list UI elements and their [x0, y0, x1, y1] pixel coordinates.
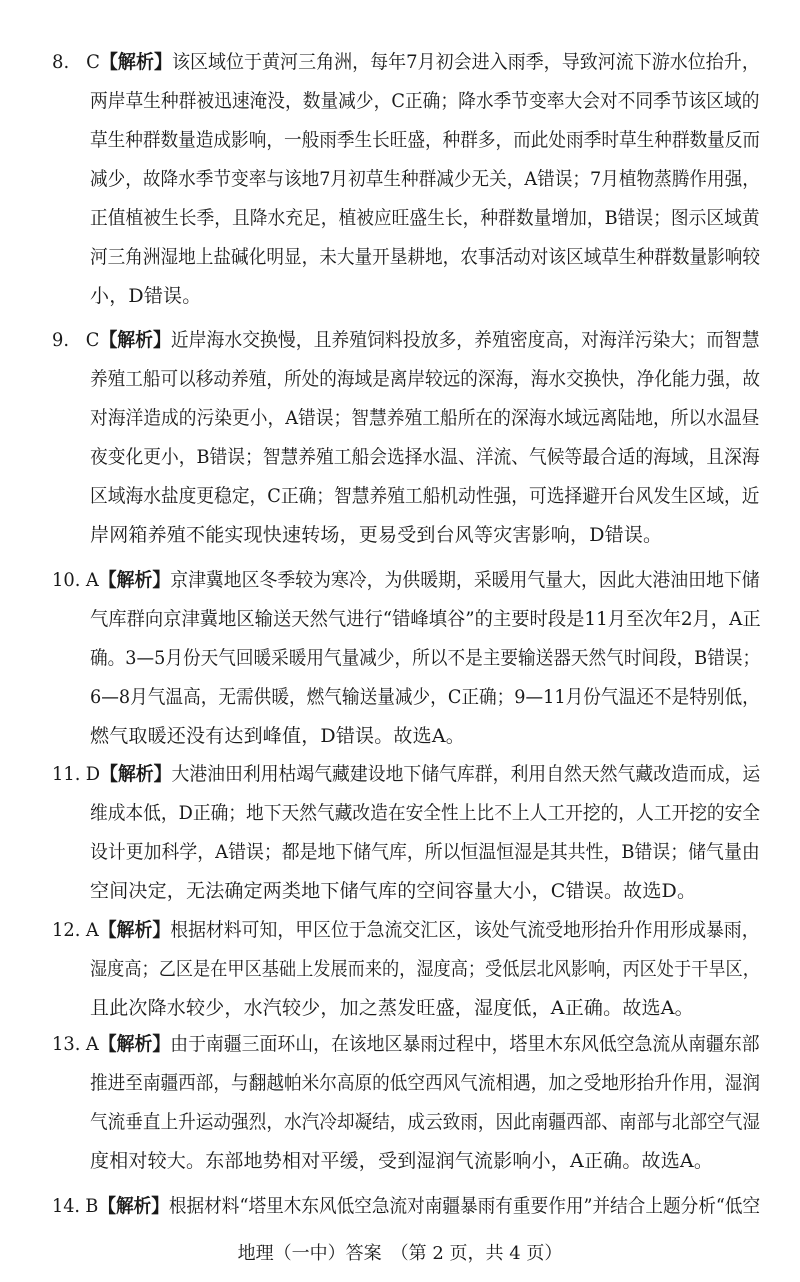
analysis-label: 【解析】: [99, 51, 172, 73]
answer-first-line: [52, 762, 760, 786]
question-number: 11.: [52, 763, 81, 785]
analysis-text-line: 养殖工船可以移动养殖，所处的海域是离岸较远的深海，海水交换快，净化能力强，故: [90, 368, 761, 390]
answer-choice: A: [85, 569, 99, 591]
answer-first-line: [52, 918, 760, 942]
analysis-label: 【解析】: [98, 1033, 171, 1055]
analysis-text: 由于南疆三面环山，在该地区暴雨过程中，塔里木东风低空急流从南疆东部: [170, 1033, 760, 1055]
analysis-text-line: 两岸草生种群被迅速淹没，数量减少，C正确；降水季节变率大会对不同季节该区域的: [90, 90, 760, 112]
answer-first-line: [52, 1194, 760, 1218]
analysis-text-line: 正值植被生长季，且降水充足，植被应旺盛生长，种群数量增加，B错误；图示区域黄: [90, 207, 760, 229]
question-number: 8.: [52, 51, 70, 73]
answer-first-line: [52, 1032, 760, 1056]
analysis-text-line: 气流垂直上升运动强烈，水汽冷却凝结，成云致雨，因此南疆西部、南部与北部空气湿: [90, 1111, 761, 1133]
answer-first-line: [52, 50, 760, 74]
question-number: 9.: [52, 329, 70, 351]
analysis-text: 京津冀地区冬季较为寒冷，为供暖期，采暖用气量大，因此大港油田地下储: [170, 569, 760, 591]
answer-choice: A: [85, 1033, 99, 1055]
analysis-text-line: 草生种群数量造成影响，一般雨季生长旺盛，种群多，而此处雨季时草生种群数量反而: [90, 129, 761, 151]
analysis-text-line: 减少，故降水季节变率与该地7月初草生种群减少无关，A错误；7月植物蒸腾作用强，: [90, 168, 760, 190]
question-number: 12.: [52, 919, 81, 941]
analysis-text-line: 小，D错误。: [90, 285, 202, 307]
analysis-text-line: 度相对较大。东部地势相对平缓，受到湿润气流影响小，A正确。故选A。: [90, 1150, 714, 1172]
analysis-text-line: 气库群向京津冀地区输送天然气进行“错峰填谷”的主要时段是11月至次年2月，A正: [90, 608, 761, 630]
analysis-label: 【解析】: [98, 569, 171, 591]
question-number: 14.: [52, 1195, 81, 1217]
answer-choice: C: [85, 329, 100, 351]
answer-choice: B: [85, 1195, 99, 1217]
analysis-text: 根据材料“塔里木东风低空急流对南疆暴雨有重要作用”并结合上题分析“低空: [168, 1195, 761, 1217]
answer-choice: C: [86, 51, 100, 73]
analysis-text-line: 空间决定，无法确定两类地下储气库的空间容量大小，C错误。故选D。: [90, 880, 697, 902]
answer-choice: A: [85, 919, 99, 941]
analysis-text-line: 对海洋造成的污染更小，A错误；智慧养殖工船所在的深海水域远离陆地，所以水温昼: [90, 407, 760, 429]
analysis-text-line: 岸网箱养殖不能实现快速转场，更易受到台风等灾害影响，D错误。: [90, 524, 663, 546]
analysis-text: 大港油田利用枯竭气藏建设地下储气库群，利用自然天然气藏改造而成，运: [171, 763, 761, 785]
analysis-text-line: 河三角洲湿地上盐碱化明显，未大量开垦耕地，农事活动对该区域草生种群数量影响较: [90, 246, 761, 268]
answer-first-line: [52, 568, 760, 592]
analysis-text-line: 设计更加科学，A错误；都是地下储气库，所以恒温恒湿是其共性，B错误；储气量由: [90, 841, 760, 863]
analysis-text-line: 且此次降水较少，水汽较少，加之蒸发旺盛，湿度低，A正确。故选A。: [90, 997, 694, 1019]
analysis-text: 该区域位于黄河三角洲，每年7月初会进入雨季，导致河流下游水位抬升，: [171, 51, 760, 73]
analysis-label: 【解析】: [98, 919, 171, 941]
answer-choice: D: [85, 763, 101, 785]
analysis-text: 近岸海水交换慢，且养殖饲料投放多，养殖密度高，对海洋污染大；而智慧: [170, 329, 760, 351]
answer-first-line: [52, 328, 760, 352]
analysis-text-line: 确。3—5月份天气回暖采暖用气量减少，所以不是主要输送器天然气时间段，B错误；: [90, 647, 761, 669]
analysis-text: 根据材料可知，甲区位于急流交汇区，该处气流受地形抬升作用形成暴雨，: [170, 919, 760, 941]
analysis-text-line: 夜变化更小，B错误；智慧养殖工船会选择水温、洋流、气候等最合适的海域，且深海: [90, 446, 760, 468]
analysis-text-line: 维成本低，D正确；地下天然气藏改造在安全性上比不上人工开挖的，人工开挖的安全: [90, 802, 761, 824]
page-footer: 地理（一中）答案 （第 2 页，共 4 页）: [237, 1243, 563, 1264]
analysis-label: 【解析】: [100, 763, 172, 785]
analysis-label: 【解析】: [98, 1195, 169, 1217]
analysis-text-line: 区域海水盐度更稳定，C正确；智慧养殖工船机动性强，可选择避开台风发生区域，近: [90, 485, 760, 507]
analysis-text-line: 6—8月气温高，无需供暖，燃气输送量减少，C正确；9—11月份气温还不是特别低，: [90, 686, 760, 708]
question-number: 10.: [52, 569, 81, 591]
question-number: 13.: [52, 1033, 81, 1055]
analysis-label: 【解析】: [99, 329, 171, 351]
analysis-text-line: 湿度高；乙区是在甲区基础上发展而来的，湿度高；受低层北风影响，丙区处于干旱区，: [90, 958, 760, 980]
analysis-text-line: 燃气取暖还没有达到峰值，D错误。故选A。: [90, 725, 465, 747]
analysis-text-line: 推进至南疆西部，与翻越帕米尔高原的低空西风气流相遇，加之受地形抬升作用，湿润: [90, 1072, 761, 1094]
